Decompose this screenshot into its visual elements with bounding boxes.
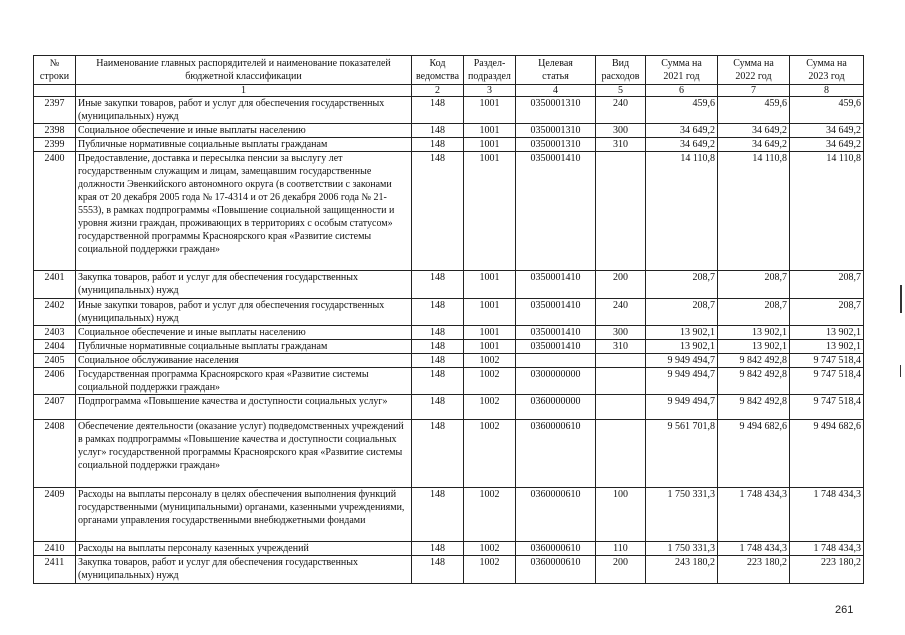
target-item-cell: 0360000610 (516, 488, 596, 542)
sum-2023-cell: 14 110,8 (790, 152, 864, 271)
department-code-cell: 148 (412, 420, 464, 488)
column-number: 5 (596, 85, 646, 97)
table-row (34, 299, 864, 326)
department-code-cell: 148 (412, 368, 464, 395)
row-number-cell: 2406 (34, 368, 76, 395)
target-item-cell: 0350001410 (516, 299, 596, 326)
table-row (34, 395, 864, 420)
sum-2021-cell: 208,7 (646, 299, 718, 326)
row-name-cell: Предоставление, доставка и пересылка пенсии за выслугу лет государственным служащим и лицам, замещавшим государственные должности Эвенкийского автономного округа (в соответствии с законами края от 20 декабря 2005 года № 17-4314 и от 26 декабря 2006 года № 21-5553), в рамках подпрограммы «Повышение социальной защищенности и уровня жизни граждан, проживающих в территориях с особым статусом» государственной программы Красноярского края «Развитие системы социальной поддержки граждан» (76, 152, 412, 271)
section-cell: 1002 (464, 542, 516, 556)
table-row (34, 556, 864, 584)
row-name-cell: Расходы на выплаты персоналу в целях обеспечения выполнения функций государственными (муниципальными) органами, казенными учреждениями, органами управления государственными внебюджетными фондами (76, 488, 412, 542)
sum-2021-cell: 13 902,1 (646, 326, 718, 340)
expense-type-cell: 240 (596, 299, 646, 326)
row-name-cell: Обеспечение деятельности (оказание услуг) подведомственных учреждений в рамках подпрограммы «Повышение качества и доступности социальных услуг» государственной программы Красноярского края «Развитие системы социальной поддержки граждан» (76, 420, 412, 488)
row-name-cell: Расходы на выплаты персоналу казенных учреждений (76, 542, 412, 556)
target-item-cell: 0350001310 (516, 138, 596, 152)
target-item-cell: 0350001310 (516, 97, 596, 124)
section-cell: 1001 (464, 138, 516, 152)
column-number: 8 (790, 85, 864, 97)
header-row-number: № строки (34, 56, 76, 85)
column-number: 1 (76, 85, 412, 97)
row-number-cell: 2407 (34, 395, 76, 420)
department-code-cell: 148 (412, 326, 464, 340)
table-row (34, 152, 864, 271)
row-number-cell: 2401 (34, 271, 76, 299)
table-row (34, 326, 864, 340)
sum-2023-cell: 34 649,2 (790, 138, 864, 152)
sum-2021-cell: 9 949 494,7 (646, 368, 718, 395)
sum-2021-cell: 208,7 (646, 271, 718, 299)
expense-type-cell: 110 (596, 542, 646, 556)
section-cell: 1001 (464, 326, 516, 340)
table-row (34, 368, 864, 395)
column-number: 4 (516, 85, 596, 97)
row-number-cell: 2399 (34, 138, 76, 152)
sum-2023-cell: 9 747 518,4 (790, 395, 864, 420)
row-number-cell: 2408 (34, 420, 76, 488)
header-sum-2023: Сумма на 2023 год (790, 56, 864, 85)
row-number-cell: 2410 (34, 542, 76, 556)
row-number-cell: 2404 (34, 340, 76, 354)
table-body (34, 97, 864, 584)
row-number-cell: 2403 (34, 326, 76, 340)
sum-2023-cell: 13 902,1 (790, 340, 864, 354)
target-item-cell: 0350001410 (516, 340, 596, 354)
section-cell: 1002 (464, 354, 516, 368)
section-cell: 1001 (464, 124, 516, 138)
row-name-cell: Государственная программа Красноярского края «Развитие системы социальной поддержки граждан» (76, 368, 412, 395)
department-code-cell: 148 (412, 556, 464, 584)
sum-2023-cell: 459,6 (790, 97, 864, 124)
department-code-cell: 148 (412, 340, 464, 354)
row-name-cell: Социальное обеспечение и иные выплаты населению (76, 326, 412, 340)
department-code-cell: 148 (412, 488, 464, 542)
expense-type-cell (596, 354, 646, 368)
target-item-cell: 0350001410 (516, 326, 596, 340)
section-cell: 1002 (464, 395, 516, 420)
row-name-cell: Закупка товаров, работ и услуг для обеспечения государственных (муниципальных) нужд (76, 556, 412, 584)
row-number-cell: 2400 (34, 152, 76, 271)
sum-2023-cell: 223 180,2 (790, 556, 864, 584)
expense-type-cell: 100 (596, 488, 646, 542)
header-section: Раздел- подраздел (464, 56, 516, 85)
sum-2023-cell: 9 747 518,4 (790, 354, 864, 368)
sum-2021-cell: 14 110,8 (646, 152, 718, 271)
section-cell: 1001 (464, 152, 516, 271)
column-number: 3 (464, 85, 516, 97)
department-code-cell: 148 (412, 299, 464, 326)
sum-2021-cell: 9 949 494,7 (646, 395, 718, 420)
sum-2023-cell: 9 747 518,4 (790, 368, 864, 395)
sum-2022-cell: 459,6 (718, 97, 790, 124)
sum-2021-cell: 1 750 331,3 (646, 542, 718, 556)
sum-2022-cell: 9 842 492,8 (718, 354, 790, 368)
target-item-cell: 0360000000 (516, 395, 596, 420)
department-code-cell: 148 (412, 271, 464, 299)
sum-2023-cell: 34 649,2 (790, 124, 864, 138)
sum-2023-cell: 208,7 (790, 299, 864, 326)
column-number: 7 (718, 85, 790, 97)
scan-edge-mark (900, 365, 901, 377)
target-item-cell: 0300000000 (516, 368, 596, 395)
sum-2021-cell: 9 949 494,7 (646, 354, 718, 368)
row-name-cell: Публичные нормативные социальные выплаты гражданам (76, 138, 412, 152)
sum-2021-cell: 13 902,1 (646, 340, 718, 354)
target-item-cell: 0360000610 (516, 542, 596, 556)
row-name-cell: Иные закупки товаров, работ и услуг для обеспечения государственных (муниципальных) нужд (76, 299, 412, 326)
department-code-cell: 148 (412, 124, 464, 138)
header-target-item: Целевая статья (516, 56, 596, 85)
expense-type-cell (596, 368, 646, 395)
sum-2022-cell: 34 649,2 (718, 138, 790, 152)
header-sum-2022: Сумма на 2022 год (718, 56, 790, 85)
sum-2023-cell: 9 494 682,6 (790, 420, 864, 488)
sum-2021-cell: 9 561 701,8 (646, 420, 718, 488)
row-number-cell: 2398 (34, 124, 76, 138)
table-row (34, 97, 864, 124)
row-name-cell: Социальное обслуживание населения (76, 354, 412, 368)
header-row (34, 56, 864, 85)
sum-2022-cell: 14 110,8 (718, 152, 790, 271)
expense-type-cell: 200 (596, 556, 646, 584)
row-number-cell: 2397 (34, 97, 76, 124)
row-name-cell: Иные закупки товаров, работ и услуг для обеспечения государственных (муниципальных) нужд (76, 97, 412, 124)
department-code-cell: 148 (412, 138, 464, 152)
header-name: Наименование главных распорядителей и наименование показателей бюджетной классификации (76, 56, 412, 85)
target-item-cell: 0350001410 (516, 152, 596, 271)
expense-type-cell: 240 (596, 97, 646, 124)
column-number: 2 (412, 85, 464, 97)
section-cell: 1002 (464, 368, 516, 395)
sum-2022-cell: 9 842 492,8 (718, 395, 790, 420)
department-code-cell: 148 (412, 97, 464, 124)
expense-type-cell: 310 (596, 138, 646, 152)
target-item-cell: 0360000610 (516, 556, 596, 584)
scan-edge-mark (900, 285, 902, 313)
expense-type-cell: 300 (596, 326, 646, 340)
department-code-cell: 148 (412, 354, 464, 368)
sum-2022-cell: 223 180,2 (718, 556, 790, 584)
sum-2022-cell: 13 902,1 (718, 340, 790, 354)
table-row (34, 271, 864, 299)
section-cell: 1002 (464, 488, 516, 542)
row-number-cell: 2402 (34, 299, 76, 326)
sum-2023-cell: 1 748 434,3 (790, 542, 864, 556)
table-row (34, 420, 864, 488)
header-sum-2021: Сумма на 2021 год (646, 56, 718, 85)
expense-type-cell (596, 152, 646, 271)
table-row (34, 542, 864, 556)
row-name-cell: Социальное обеспечение и иные выплаты населению (76, 124, 412, 138)
target-item-cell: 0350001410 (516, 271, 596, 299)
header-expense-type: Вид расходов (596, 56, 646, 85)
sum-2022-cell: 208,7 (718, 299, 790, 326)
sum-2022-cell: 13 902,1 (718, 326, 790, 340)
column-number-blank (34, 85, 76, 97)
row-number-cell: 2409 (34, 488, 76, 542)
section-cell: 1001 (464, 299, 516, 326)
department-code-cell: 148 (412, 542, 464, 556)
target-item-cell (516, 354, 596, 368)
section-cell: 1002 (464, 556, 516, 584)
expense-type-cell (596, 395, 646, 420)
table-row (34, 124, 864, 138)
sum-2021-cell: 459,6 (646, 97, 718, 124)
target-item-cell: 0360000610 (516, 420, 596, 488)
row-name-cell: Закупка товаров, работ и услуг для обеспечения государственных (муниципальных) нужд (76, 271, 412, 299)
sum-2022-cell: 34 649,2 (718, 124, 790, 138)
table-row (34, 488, 864, 542)
section-cell: 1001 (464, 340, 516, 354)
column-number-row (34, 85, 864, 97)
row-number-cell: 2405 (34, 354, 76, 368)
sum-2021-cell: 243 180,2 (646, 556, 718, 584)
table-row (34, 354, 864, 368)
expense-type-cell (596, 420, 646, 488)
sum-2022-cell: 1 748 434,3 (718, 488, 790, 542)
expense-type-cell: 200 (596, 271, 646, 299)
section-cell: 1002 (464, 420, 516, 488)
sum-2022-cell: 9 494 682,6 (718, 420, 790, 488)
department-code-cell: 148 (412, 152, 464, 271)
section-cell: 1001 (464, 271, 516, 299)
row-name-cell: Публичные нормативные социальные выплаты гражданам (76, 340, 412, 354)
document-page (33, 55, 863, 584)
section-cell: 1001 (464, 97, 516, 124)
target-item-cell: 0350001310 (516, 124, 596, 138)
row-name-cell: Подпрограмма «Повышение качества и доступности социальных услуг» (76, 395, 412, 420)
row-number-cell: 2411 (34, 556, 76, 584)
expense-type-cell: 310 (596, 340, 646, 354)
sum-2023-cell: 208,7 (790, 271, 864, 299)
sum-2022-cell: 208,7 (718, 271, 790, 299)
table-row (34, 138, 864, 152)
sum-2021-cell: 34 649,2 (646, 124, 718, 138)
sum-2022-cell: 9 842 492,8 (718, 368, 790, 395)
department-code-cell: 148 (412, 395, 464, 420)
page-number: 261 (835, 604, 854, 616)
sum-2021-cell: 1 750 331,3 (646, 488, 718, 542)
sum-2023-cell: 1 748 434,3 (790, 488, 864, 542)
sum-2023-cell: 13 902,1 (790, 326, 864, 340)
expense-type-cell: 300 (596, 124, 646, 138)
table-row (34, 340, 864, 354)
sum-2021-cell: 34 649,2 (646, 138, 718, 152)
header-department-code: Код ведомства (412, 56, 464, 85)
sum-2022-cell: 1 748 434,3 (718, 542, 790, 556)
budget-table (33, 55, 864, 584)
column-number: 6 (646, 85, 718, 97)
